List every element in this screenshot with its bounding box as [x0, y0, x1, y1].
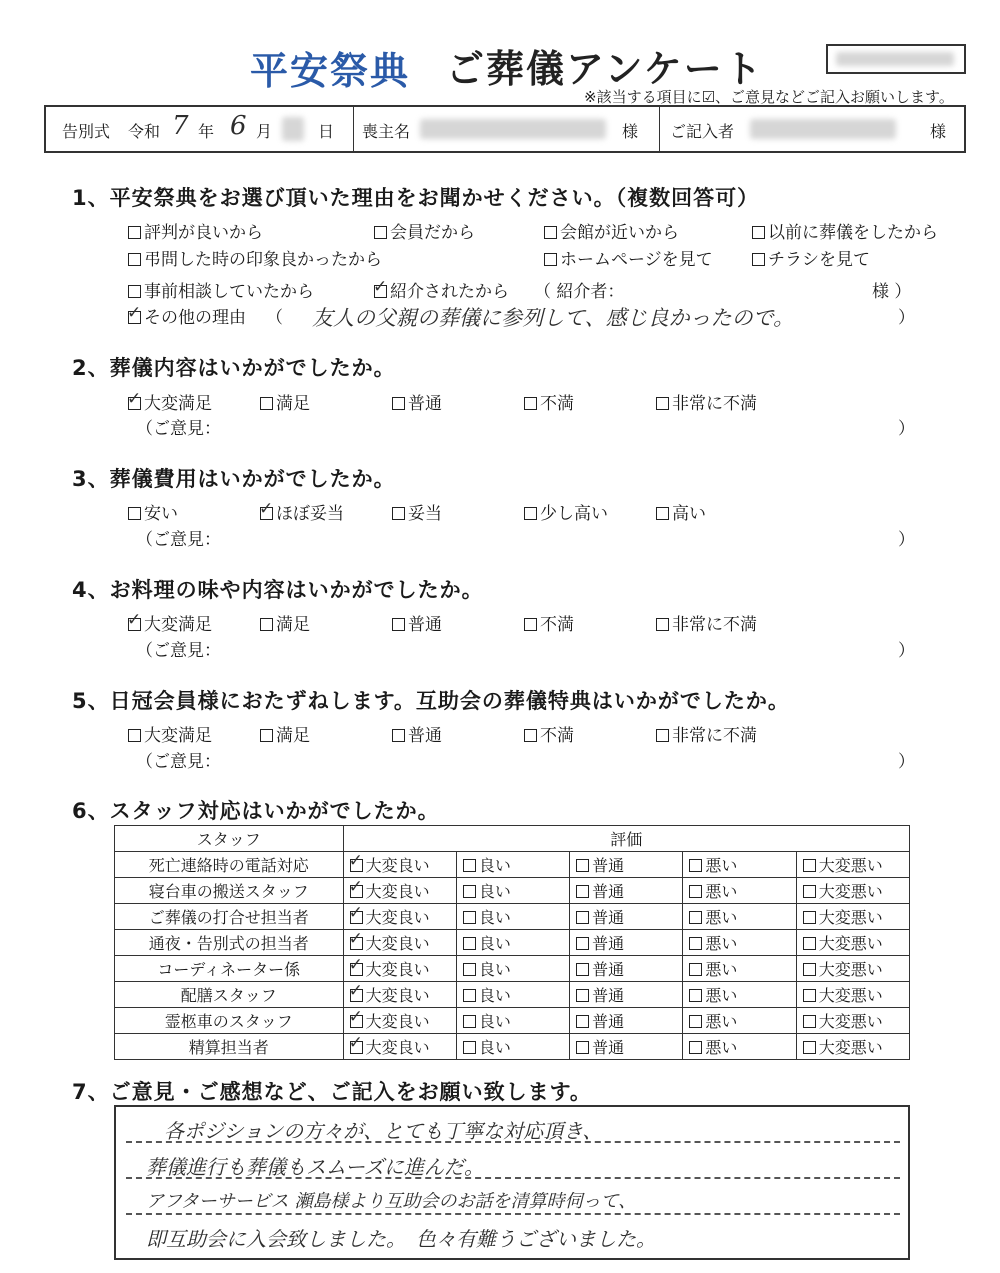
rating-label: 良い [478, 908, 511, 927]
checkbox[interactable] [656, 397, 669, 410]
rating-label: 大変良い [365, 1038, 430, 1057]
rating-label: 普通 [592, 908, 625, 927]
rating-cell[interactable] [456, 878, 569, 904]
rating-cell[interactable] [796, 956, 909, 982]
option-label: 普通 [408, 394, 442, 414]
staff-name: 霊柩車のスタッフ [115, 1008, 344, 1034]
rating-label: 良い [478, 882, 511, 901]
checkbox-checked[interactable] [128, 397, 141, 410]
rating-cell[interactable] [456, 982, 569, 1008]
rating-label: 大変悪い [818, 960, 883, 979]
question-2-title: 2、葬儀内容はいかがでしたか。 [72, 356, 396, 380]
checkbox-checked[interactable] [350, 963, 363, 976]
checkbox[interactable] [803, 1041, 816, 1054]
table-row [115, 904, 910, 930]
checkbox[interactable] [576, 937, 589, 950]
col-header-staff: スタッフ [115, 826, 344, 852]
checkbox[interactable] [689, 989, 702, 1002]
q4-dissatisfied[interactable] [524, 610, 574, 635]
rating-cell[interactable] [570, 852, 683, 878]
staff-name: 通夜・告別式の担当者 [115, 930, 344, 956]
comment-rule [126, 1213, 900, 1215]
checkbox-checked[interactable] [350, 937, 363, 950]
checkbox[interactable] [576, 911, 589, 924]
checkbox[interactable] [803, 937, 816, 950]
rating-cell[interactable] [456, 852, 569, 878]
option-label: 以前に葬儀をしたから [768, 223, 938, 243]
comment-line: 即互助会に入会致しました。 色々有難うございました。 [146, 1227, 656, 1251]
checkbox[interactable] [656, 729, 669, 742]
table-row [115, 982, 910, 1008]
day-unit: 日 [318, 122, 335, 141]
table-row [115, 1008, 910, 1034]
rating-label: 良い [478, 1038, 511, 1057]
rating-cell[interactable] [683, 956, 796, 982]
rating-cell[interactable] [570, 982, 683, 1008]
table-row [115, 852, 910, 878]
checkbox[interactable] [689, 859, 702, 872]
q4-very-satisfied[interactable] [128, 610, 212, 635]
checkbox[interactable] [392, 729, 405, 742]
option-label: 弔問した時の印象良かったから [144, 250, 382, 270]
other-reason-answer[interactable]: 友人の父親の葬儀に参列して、感じ良かったので。 [312, 306, 795, 330]
checkbox[interactable] [463, 1041, 476, 1054]
option-label: 大変満足 [144, 394, 212, 414]
other-open-paren: （ [266, 308, 283, 328]
option-label: 普通 [408, 726, 442, 746]
month-unit: 月 [256, 122, 273, 141]
question-7-title: 7、ご意見・ご感想など、ご記入をお願い致します。 [72, 1080, 592, 1104]
checkbox[interactable] [260, 729, 273, 742]
rating-cell[interactable] [456, 956, 569, 982]
rating-label: 大変良い [365, 934, 430, 953]
option-label: 不満 [540, 394, 574, 414]
rating-cell[interactable] [683, 930, 796, 956]
rating-label: 悪い [705, 882, 738, 901]
q2-satisfied[interactable] [260, 389, 310, 414]
q5-opinion-label: （ご意見： [136, 752, 221, 772]
rating-label: 良い [478, 856, 511, 875]
table-row [115, 878, 910, 904]
staff-name: ご葬儀の打合せ担当者 [115, 904, 344, 930]
q4-opinion-label: （ご意見： [136, 641, 221, 661]
survey-title: ご葬儀アンケート [446, 47, 764, 91]
rating-label: 大変悪い [818, 1038, 883, 1057]
redacted-id-box [826, 44, 966, 74]
checkbox-checked[interactable] [350, 885, 363, 898]
option-label: 満足 [276, 615, 310, 635]
q1-option-previous[interactable] [752, 218, 938, 243]
q1-option-homepage[interactable] [544, 245, 713, 270]
checkbox[interactable] [803, 885, 816, 898]
question-6-title: 6、スタッフ対応はいかがでしたか。 [72, 799, 440, 823]
checkbox[interactable] [803, 1015, 816, 1028]
checkbox[interactable] [544, 253, 557, 266]
checkbox[interactable] [576, 989, 589, 1002]
rating-cell[interactable] [456, 904, 569, 930]
q3-reasonable[interactable] [392, 499, 442, 524]
checkbox[interactable] [689, 963, 702, 976]
q1-option-member[interactable] [374, 218, 475, 243]
checkbox[interactable] [576, 963, 589, 976]
checkbox[interactable] [128, 226, 141, 239]
checkbox[interactable] [576, 859, 589, 872]
rating-label: 大変良い [365, 908, 430, 927]
checkbox-checked[interactable] [128, 311, 141, 324]
checkbox[interactable] [463, 937, 476, 950]
rating-label: 普通 [592, 960, 625, 979]
option-label: 紹介されたから [390, 282, 509, 302]
year-value[interactable]: 7 [172, 111, 189, 141]
q4-satisfied[interactable] [260, 610, 310, 635]
rating-cell[interactable] [683, 1034, 796, 1060]
checkbox[interactable] [752, 226, 765, 239]
mourner-honorific: 様 [622, 122, 639, 141]
q1-option-reputation[interactable] [128, 218, 263, 243]
q1-option-other[interactable] [128, 303, 246, 328]
checkbox[interactable] [463, 885, 476, 898]
q3-expensive[interactable] [656, 499, 706, 524]
rating-cell[interactable] [796, 852, 909, 878]
option-label: ホームページを見て [560, 250, 713, 270]
staff-rating-table [114, 825, 910, 1060]
rating-cell[interactable] [570, 878, 683, 904]
rating-label: 大変悪い [818, 882, 883, 901]
option-label: ほぼ妥当 [276, 504, 344, 524]
rating-label: 良い [478, 934, 511, 953]
staff-name: 死亡連絡時の電話対応 [115, 852, 344, 878]
rating-cell[interactable] [343, 1008, 456, 1034]
checkbox[interactable] [260, 618, 273, 631]
rating-cell[interactable] [570, 1034, 683, 1060]
q2-very-satisfied[interactable] [128, 389, 212, 414]
checkbox[interactable] [524, 618, 537, 631]
other-close-paren: ） [898, 308, 915, 328]
rating-cell[interactable] [683, 852, 796, 878]
rating-label: 悪い [705, 960, 738, 979]
rating-label: 大変悪い [818, 856, 883, 875]
checkbox[interactable] [260, 397, 273, 410]
table-row [115, 930, 910, 956]
checkbox[interactable] [544, 226, 557, 239]
option-label: 会員だから [390, 223, 475, 243]
checkbox[interactable] [524, 397, 537, 410]
rating-cell[interactable] [683, 878, 796, 904]
checkbox[interactable] [463, 911, 476, 924]
question-5-title: 5、日冠会員様におたずねします。互助会の葬儀特典はいかがでしたか。 [72, 689, 790, 713]
writer-honorific: 様 [930, 122, 947, 141]
rating-label: 普通 [592, 1038, 625, 1057]
q3-opinion-label: （ご意見： [136, 530, 221, 550]
rating-label: 大変悪い [818, 934, 883, 953]
rating-cell[interactable] [343, 956, 456, 982]
rating-label: 大変良い [365, 1012, 430, 1031]
checkbox-checked[interactable] [260, 507, 273, 520]
option-label: 会館が近いから [560, 223, 679, 243]
option-label: 非常に不満 [672, 394, 757, 414]
option-label: 非常に不満 [672, 615, 757, 635]
rating-cell[interactable] [343, 878, 456, 904]
rating-cell[interactable] [343, 930, 456, 956]
option-label: 少し高い [540, 504, 608, 524]
checkbox[interactable] [374, 226, 387, 239]
staff-name: 寝台車の搬送スタッフ [115, 878, 344, 904]
checkbox[interactable] [752, 253, 765, 266]
option-label: 非常に不満 [672, 726, 757, 746]
q2-close-paren: ） [898, 419, 915, 439]
q1-option-consultation[interactable] [128, 277, 314, 302]
checkbox-checked[interactable] [350, 1041, 363, 1054]
q5-satisfied[interactable] [260, 721, 310, 746]
rating-label: 悪い [705, 908, 738, 927]
rating-cell[interactable] [796, 878, 909, 904]
staff-name: 精算担当者 [115, 1034, 344, 1060]
mourner-label: 喪主名 [362, 122, 411, 141]
q3-close-paren: ） [898, 530, 915, 550]
writer-label: ご記入者 [670, 122, 735, 141]
option-label: 高い [672, 504, 706, 524]
rating-label: 普通 [592, 882, 625, 901]
comment-line: 葬儀進行も葬儀もスムーズに進んだ。 [146, 1155, 484, 1179]
option-label: 安い [144, 504, 178, 524]
option-label: 不満 [540, 726, 574, 746]
staff-name: コーディネーター係 [115, 956, 344, 982]
instruction-note: ※該当する項目に☑、ご意見などご記入お願いします。 [584, 88, 954, 106]
q1-option-referral[interactable] [374, 277, 509, 302]
checkbox-checked[interactable] [350, 1015, 363, 1028]
col-header-eval: 評価 [343, 826, 909, 852]
mourner-cell [354, 107, 660, 151]
checkbox[interactable] [128, 729, 141, 742]
checkbox[interactable] [803, 963, 816, 976]
rating-cell[interactable] [796, 1008, 909, 1034]
q2-opinion-label: （ご意見： [136, 419, 221, 439]
option-label: 大変満足 [144, 726, 212, 746]
checkbox[interactable] [392, 618, 405, 631]
q2-very-dissatisfied[interactable] [656, 389, 757, 414]
checkbox[interactable] [803, 911, 816, 924]
comment-line: アフターサービス 瀬島様より互助会のお話を清算時伺って、 [146, 1191, 637, 1212]
introducer-suffix: 様 ） [872, 282, 912, 302]
checkbox[interactable] [463, 859, 476, 872]
rating-cell[interactable] [796, 904, 909, 930]
checkbox[interactable] [689, 885, 702, 898]
rating-cell[interactable] [796, 982, 909, 1008]
checkbox[interactable] [524, 729, 537, 742]
rating-label: 普通 [592, 934, 625, 953]
rating-cell[interactable] [343, 852, 456, 878]
rating-label: 大変悪い [818, 986, 883, 1005]
rating-label: 良い [478, 1012, 511, 1031]
rating-label: 普通 [592, 1012, 625, 1031]
rating-label: 悪い [705, 986, 738, 1005]
rating-cell[interactable] [683, 1008, 796, 1034]
q4-normal[interactable] [392, 610, 442, 635]
checkbox[interactable] [576, 1041, 589, 1054]
ceremony-date-cell [46, 107, 354, 151]
rating-cell[interactable] [796, 1034, 909, 1060]
checkbox-checked[interactable] [128, 618, 141, 631]
q4-close-paren: ） [898, 641, 915, 661]
option-label: チラシを見て [768, 250, 870, 270]
q5-dissatisfied[interactable] [524, 721, 574, 746]
ceremony-label: 告別式 [62, 122, 111, 141]
checkbox[interactable] [576, 885, 589, 898]
rating-label: 大変悪い [818, 1012, 883, 1031]
rating-cell[interactable] [570, 1008, 683, 1034]
q5-close-paren: ） [898, 752, 915, 772]
q1-option-condolence-impression[interactable] [128, 245, 382, 270]
q1-option-flyer[interactable] [752, 245, 870, 270]
rating-cell[interactable] [570, 930, 683, 956]
option-label: 妥当 [408, 504, 442, 524]
checkbox[interactable] [689, 1015, 702, 1028]
q2-normal[interactable] [392, 389, 442, 414]
rating-label: 悪い [705, 1038, 738, 1057]
rating-label: 大変良い [365, 986, 430, 1005]
q5-very-satisfied[interactable] [128, 721, 212, 746]
rating-cell[interactable] [456, 1034, 569, 1060]
checkbox[interactable] [463, 989, 476, 1002]
brand-logo: 平安祭典 [250, 48, 411, 93]
rating-cell[interactable] [796, 930, 909, 956]
checkbox[interactable] [689, 911, 702, 924]
q4-very-dissatisfied[interactable] [656, 610, 757, 635]
checkbox-checked[interactable] [350, 859, 363, 872]
q3-slightly-expensive[interactable] [524, 499, 608, 524]
ceremony-info-row [44, 105, 966, 153]
option-label: 評判が良いから [144, 223, 263, 243]
writer-cell [660, 107, 964, 151]
rating-cell[interactable] [683, 982, 796, 1008]
q2-dissatisfied[interactable] [524, 389, 574, 414]
q5-normal[interactable] [392, 721, 442, 746]
question-4-title: 4、お料理の味や内容はいかがでしたか。 [72, 578, 484, 602]
table-header-row [115, 826, 910, 852]
rating-label: 普通 [592, 856, 625, 875]
rating-cell[interactable] [343, 904, 456, 930]
checkbox-checked[interactable] [374, 285, 387, 298]
rating-label: 悪い [705, 856, 738, 875]
era-label: 令和 [128, 122, 161, 141]
option-label: その他の理由 [144, 308, 246, 328]
rating-cell[interactable] [343, 1034, 456, 1060]
rating-label: 大変良い [365, 882, 430, 901]
option-label: 普通 [408, 615, 442, 635]
rating-label: 大変良い [365, 856, 430, 875]
rating-label: 大変悪い [818, 908, 883, 927]
checkbox[interactable] [392, 397, 405, 410]
rating-cell[interactable] [456, 1008, 569, 1034]
option-label: 大変満足 [144, 615, 212, 635]
comment-line: 各ポジションの方々が、とても丁寧な対応頂き、 [164, 1119, 603, 1143]
checkbox[interactable] [392, 507, 405, 520]
rating-label: 普通 [592, 986, 625, 1005]
checkbox[interactable] [803, 989, 816, 1002]
checkbox[interactable] [128, 507, 141, 520]
comment-box[interactable] [114, 1105, 910, 1260]
rating-label: 良い [478, 960, 511, 979]
checkbox-checked[interactable] [350, 989, 363, 1002]
q5-very-dissatisfied[interactable] [656, 721, 757, 746]
rating-cell[interactable] [683, 904, 796, 930]
rating-cell[interactable] [343, 982, 456, 1008]
question-1-title: 1、平安祭典をお選び頂いた理由をお聞かせください。（複数回答可） [72, 186, 760, 210]
checkbox[interactable] [463, 963, 476, 976]
table-row [115, 1034, 910, 1060]
rating-label: 良い [478, 986, 511, 1005]
rating-cell[interactable] [570, 956, 683, 982]
table-row [115, 956, 910, 982]
checkbox[interactable] [803, 859, 816, 872]
option-label: 事前相談していたから [144, 282, 314, 302]
checkbox[interactable] [656, 618, 669, 631]
rating-label: 悪い [705, 934, 738, 953]
checkbox[interactable] [463, 1015, 476, 1028]
option-label: 不満 [540, 615, 574, 635]
checkbox[interactable] [689, 1041, 702, 1054]
staff-name: 配膳スタッフ [115, 982, 344, 1008]
rating-label: 悪い [705, 1012, 738, 1031]
q3-cheap[interactable] [128, 499, 178, 524]
q1-option-near-hall[interactable] [544, 218, 679, 243]
checkbox[interactable] [576, 1015, 589, 1028]
rating-label: 大変良い [365, 960, 430, 979]
option-label: 満足 [276, 394, 310, 414]
checkbox[interactable] [656, 507, 669, 520]
checkbox-checked[interactable] [350, 911, 363, 924]
q3-mostly-reasonable[interactable] [260, 499, 344, 524]
checkbox[interactable] [128, 285, 141, 298]
rating-cell[interactable] [570, 904, 683, 930]
option-label: 満足 [276, 726, 310, 746]
month-value[interactable]: 6 [230, 111, 247, 141]
year-unit: 年 [198, 122, 215, 141]
checkbox[interactable] [524, 507, 537, 520]
checkbox[interactable] [128, 253, 141, 266]
checkbox[interactable] [689, 937, 702, 950]
introducer-label: （ 紹介者： [534, 282, 625, 302]
rating-cell[interactable] [456, 930, 569, 956]
question-3-title: 3、葬儀費用はいかがでしたか。 [72, 467, 396, 491]
